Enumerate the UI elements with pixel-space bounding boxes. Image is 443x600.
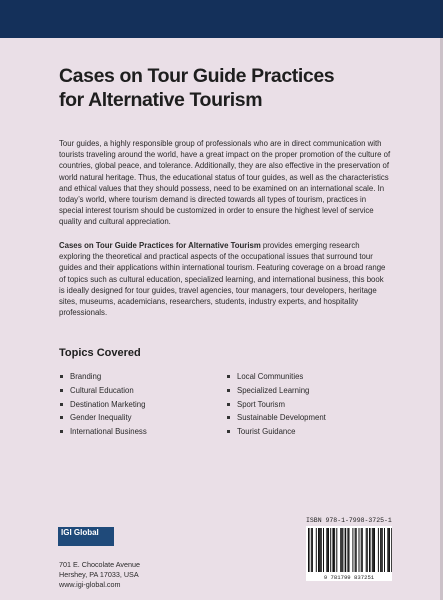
address-line-2: Hershey, PA 17033, USA — [59, 570, 139, 579]
barcode-bar — [316, 528, 317, 572]
barcode-bar — [311, 528, 312, 572]
topic-item: Sport Tourism — [226, 398, 326, 412]
topic-item: Gender Inequality — [59, 411, 147, 425]
isbn-label: ISBN 978-1-7998-3725-1 — [306, 517, 392, 524]
barcode-bar — [308, 528, 310, 572]
barcode-bar — [330, 528, 331, 572]
publisher-logo: IGI Global — [58, 527, 114, 542]
barcode-bar — [374, 528, 375, 572]
barcode-bar — [320, 528, 322, 572]
barcode-bar — [359, 528, 360, 572]
barcode-bar — [318, 528, 319, 572]
barcode-bar — [341, 528, 342, 572]
barcode-bar — [342, 528, 343, 572]
barcode-bar — [356, 528, 357, 572]
barcode-graphic — [306, 526, 392, 574]
topic-item: Local Communities — [226, 370, 326, 384]
title-line-1: Cases on Tour Guide Practices — [59, 65, 335, 87]
barcode-bar — [378, 528, 379, 572]
barcode-bar — [369, 528, 371, 572]
topics-heading: Topics Covered — [59, 347, 141, 359]
description-paragraph-2-text: provides emerging research exploring the theoretical and practical aspects of the occupational issues that surround tour guides and their applications within international tourism. Featuring coverage on a broad range of topics such as cultural education, specialized learning, and international business, this book is ideally designed for tour guides, travel agencies, tour managers, tour developers, heritage sites, museums, academicians, researchers, students, industry experts, and hospitality professionals. — [59, 241, 386, 318]
barcode-bar — [367, 528, 368, 572]
topic-item: International Business — [59, 425, 147, 439]
topic-item: Branding — [59, 370, 147, 384]
title-line-2: for Alternative Tourism — [59, 89, 263, 111]
barcode-bar — [332, 528, 334, 572]
barcode-bar — [347, 528, 348, 572]
barcode-bar — [373, 528, 374, 572]
description-paragraph-2 — [59, 240, 391, 318]
barcode-number: 9 781799 837251 — [306, 574, 392, 581]
topic-item: Specialized Learning — [226, 384, 326, 398]
barcode-bar — [328, 528, 329, 572]
publisher-logo-underbar — [58, 541, 114, 546]
barcode-bar — [319, 528, 320, 572]
publisher-address — [59, 560, 140, 590]
barcode-bar — [312, 528, 313, 572]
barcode-bar — [387, 528, 389, 572]
barcode-bar — [372, 528, 373, 572]
topic-item: Destination Marketing — [59, 398, 147, 412]
isbn-barcode — [306, 526, 392, 574]
barcode-bar — [381, 528, 383, 572]
barcode-bar — [345, 528, 347, 572]
barcode-bar — [334, 528, 335, 572]
back-cover — [0, 38, 443, 600]
barcode-bar — [391, 528, 392, 572]
topic-item: Cultural Education — [59, 384, 147, 398]
address-line-1: 701 E. Chocolate Avenue — [59, 560, 140, 569]
topic-item: Sustainable Development — [226, 411, 326, 425]
barcode-bar — [336, 528, 337, 572]
barcode-bar — [355, 528, 356, 572]
book-title — [59, 64, 389, 112]
barcode-bar — [380, 528, 381, 572]
barcode-bar — [349, 528, 350, 572]
barcode-bar — [362, 528, 363, 572]
topics-list-right — [226, 370, 326, 439]
book-title-inline: Cases on Tour Guide Practices for Alternative Tourism — [59, 241, 261, 250]
barcode-bar — [366, 528, 367, 572]
barcode-bar — [361, 528, 362, 572]
description-paragraph-1: Tour guides, a highly responsible group of professionals who are in direct communication with tourists traveling around the world, have a great impact on the proper promotion of the culture of countries, global peace, and tolerance. Additionally, they are also effective in the preservation of world natural heritage. Thus, the educational status of tour guides, as well as the characteristics and ethical values that they should possess, need to be examined on an international scale. In today’s world, where tourism demand is directed towards all types of tourism, practices in special interest tourism should be customized in order to ensure the highest level of service quality and cultural appreciation. — [59, 139, 391, 227]
publisher-website: www.igi-global.com — [59, 580, 121, 589]
barcode-bar — [323, 528, 324, 572]
barcode-bar — [340, 528, 341, 572]
barcode-bar — [384, 528, 385, 572]
barcode-bar — [326, 528, 328, 572]
barcode-bar — [389, 528, 390, 572]
barcode-bar — [352, 528, 353, 572]
top-color-band — [0, 0, 443, 38]
topics-list-left — [59, 370, 147, 439]
topic-item: Tourist Guidance — [226, 425, 326, 439]
